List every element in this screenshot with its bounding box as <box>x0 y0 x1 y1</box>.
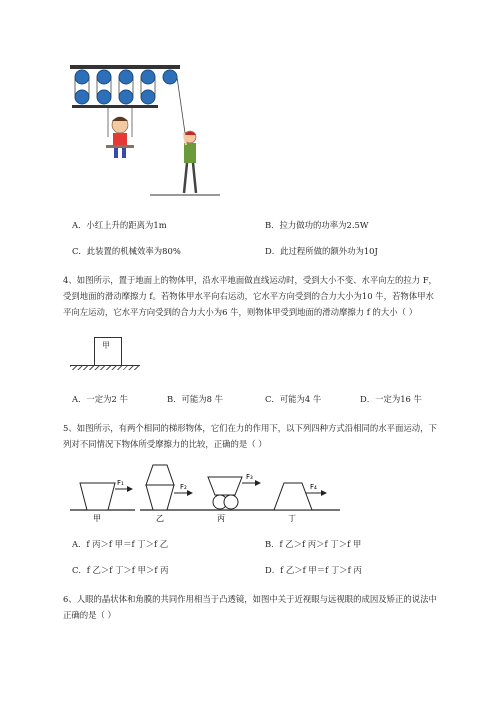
q3-option-d: D．此过程所做的额外功为10J <box>265 246 378 256</box>
q3-option-c: C．此装置的机械效率为80% <box>72 246 181 256</box>
q4-option-b: B．可能为8 牛 <box>167 394 224 404</box>
q5-option-a: A．f 丙＞f 甲＝f 丁＞f 乙 <box>72 539 169 549</box>
q5-line-1: 5、如图所示，有两个相同的梯形物体，它们在力的作用下，以下列四种方式沿相同的水平面运动，下 <box>63 423 437 433</box>
q4-line-2: 受到地面的滑动摩擦力 f。若物体甲水平向右运动，它水平方向受到的合力大小为10 牛，若物体甲水 <box>63 291 434 301</box>
q4-option-d: D．一定为16 牛 <box>360 394 422 404</box>
q5-option-d: D．f 乙＞f 甲＝f 丁＞f 丙 <box>265 565 362 575</box>
q6-line-1: 6、人眼的晶状体和角膜的共同作用相当于凸透镜，如图中关于近视眼与远视眼的成因及矫正的说法中 <box>63 594 437 604</box>
pulley-figure <box>60 55 230 205</box>
case-yi <box>140 465 205 523</box>
force-label-f1: F₁ <box>117 479 124 487</box>
block-jia <box>94 337 122 366</box>
q6-line-2: 正确的是（ ） <box>63 610 116 620</box>
upper-pulleys <box>75 70 177 84</box>
force-label-f4: F₄ <box>310 483 317 491</box>
lower-pulleys <box>75 90 155 104</box>
case-ding <box>270 483 340 523</box>
girl-illustration <box>106 117 134 158</box>
case-jia <box>70 479 135 523</box>
ground-hatch <box>70 366 140 370</box>
q5-line-2: 列对不同情况下物体所受摩擦力的比较，正确的是（ ） <box>63 439 267 449</box>
q4-line-3: 平向左运动，它水平方向受到的合力大小为6 牛，则物体甲受到地面的滑动摩擦力 f 的大小（ ） <box>63 307 418 317</box>
q4-line-1: 4、如图所示，置于地面上的物体甲，沿水平地面做直线运动时，受到大小不变、水平向左的拉力 F， <box>63 275 437 285</box>
case-label-yi: 乙 <box>156 514 164 523</box>
case-label-jia: 甲 <box>93 514 101 523</box>
q3-option-a: A．小红上升的距离为1m <box>72 220 167 230</box>
q4-option-a: A．一定为2 牛 <box>72 394 128 404</box>
force-label-f3: F₃ <box>246 473 253 481</box>
person-illustration <box>184 131 196 193</box>
case-label-ding: 丁 <box>288 514 296 523</box>
case-label-bing: 丙 <box>217 514 225 523</box>
q4-figure <box>70 333 140 375</box>
q5-option-c: C．f 乙＞f 丁＞f 甲＞f 丙 <box>72 565 169 575</box>
q5-figure <box>70 455 360 527</box>
q3-option-b: B．拉力做功的功率为2.5W <box>265 220 369 230</box>
q4-option-c: C．可能为4 牛 <box>265 394 322 404</box>
case-bing <box>205 473 270 523</box>
block-jia-label: 甲 <box>102 341 110 350</box>
q5-option-b: B．f 乙＞f 丙＞f 丁＞f 甲 <box>265 539 362 549</box>
force-label-f2: F₂ <box>180 483 187 491</box>
